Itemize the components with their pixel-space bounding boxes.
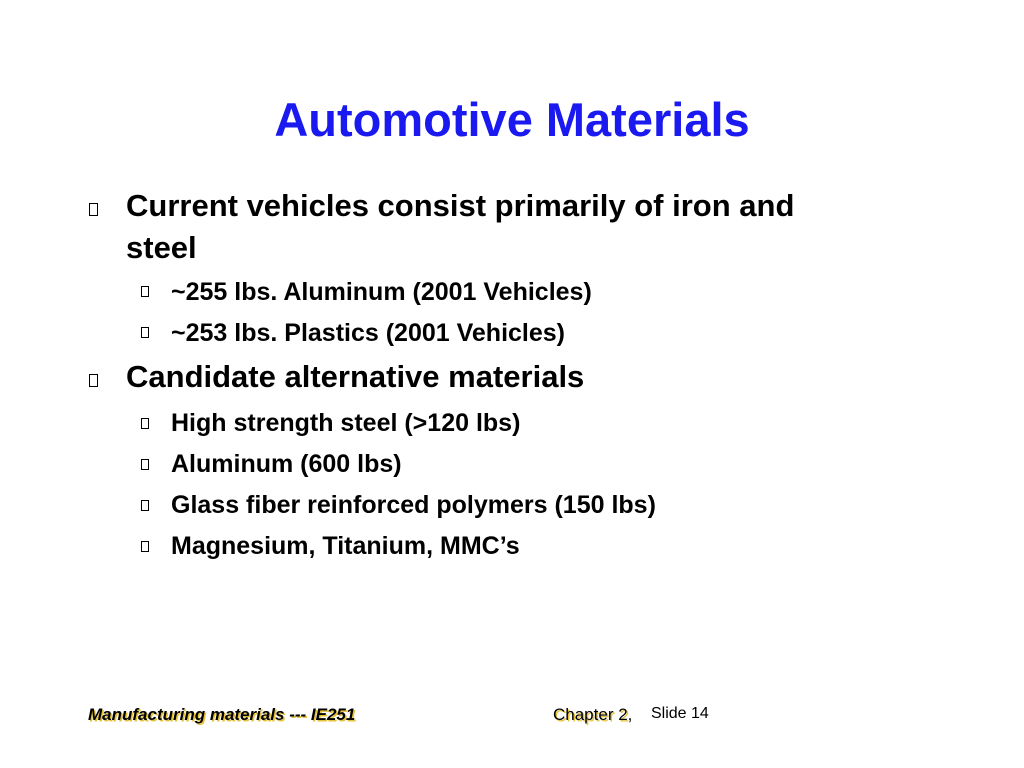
bullet-1-line-1: Current vehicles consist primarily of iron and	[126, 188, 795, 223]
bullet-icon	[89, 203, 98, 216]
bullet-2-sub-4: Magnesium, Titanium, MMC’s	[171, 532, 520, 560]
bullet-2-sub-1: High strength steel (>120 lbs)	[171, 409, 521, 437]
bullet-1-sub-2: ~253 lbs. Plastics (2001 Vehicles)	[171, 319, 566, 347]
footer-course-text: Manufacturing materials --- IE251	[88, 705, 356, 724]
sub-bullet-icon	[141, 500, 149, 511]
bullet-1-sub-1: ~255 lbs. Aluminum (2001 Vehicles)	[171, 278, 592, 306]
footer-chapter	[553, 705, 632, 725]
bullet-1-line-2: steel	[126, 230, 197, 265]
footer-course	[88, 705, 355, 725]
bullet-2-line-1: Candidate alternative materials	[126, 359, 585, 394]
bullet-2-sub-2: Aluminum (600 lbs)	[171, 450, 402, 478]
bullet-2-sub-3: Glass fiber reinforced polymers (150 lbs)	[171, 491, 656, 519]
sub-bullet-icon	[141, 418, 149, 429]
sub-bullet-icon	[141, 541, 149, 552]
footer-separator: ,	[627, 705, 633, 724]
footer-chapter-text: Chapter 2	[553, 705, 628, 724]
sub-bullet-icon	[141, 327, 149, 338]
slide-title: Automotive Materials	[274, 93, 750, 146]
sub-bullet-icon	[141, 459, 149, 470]
footer-slide-number: Slide 14	[651, 705, 709, 722]
bullet-icon	[89, 374, 98, 387]
sub-bullet-icon	[141, 286, 149, 297]
